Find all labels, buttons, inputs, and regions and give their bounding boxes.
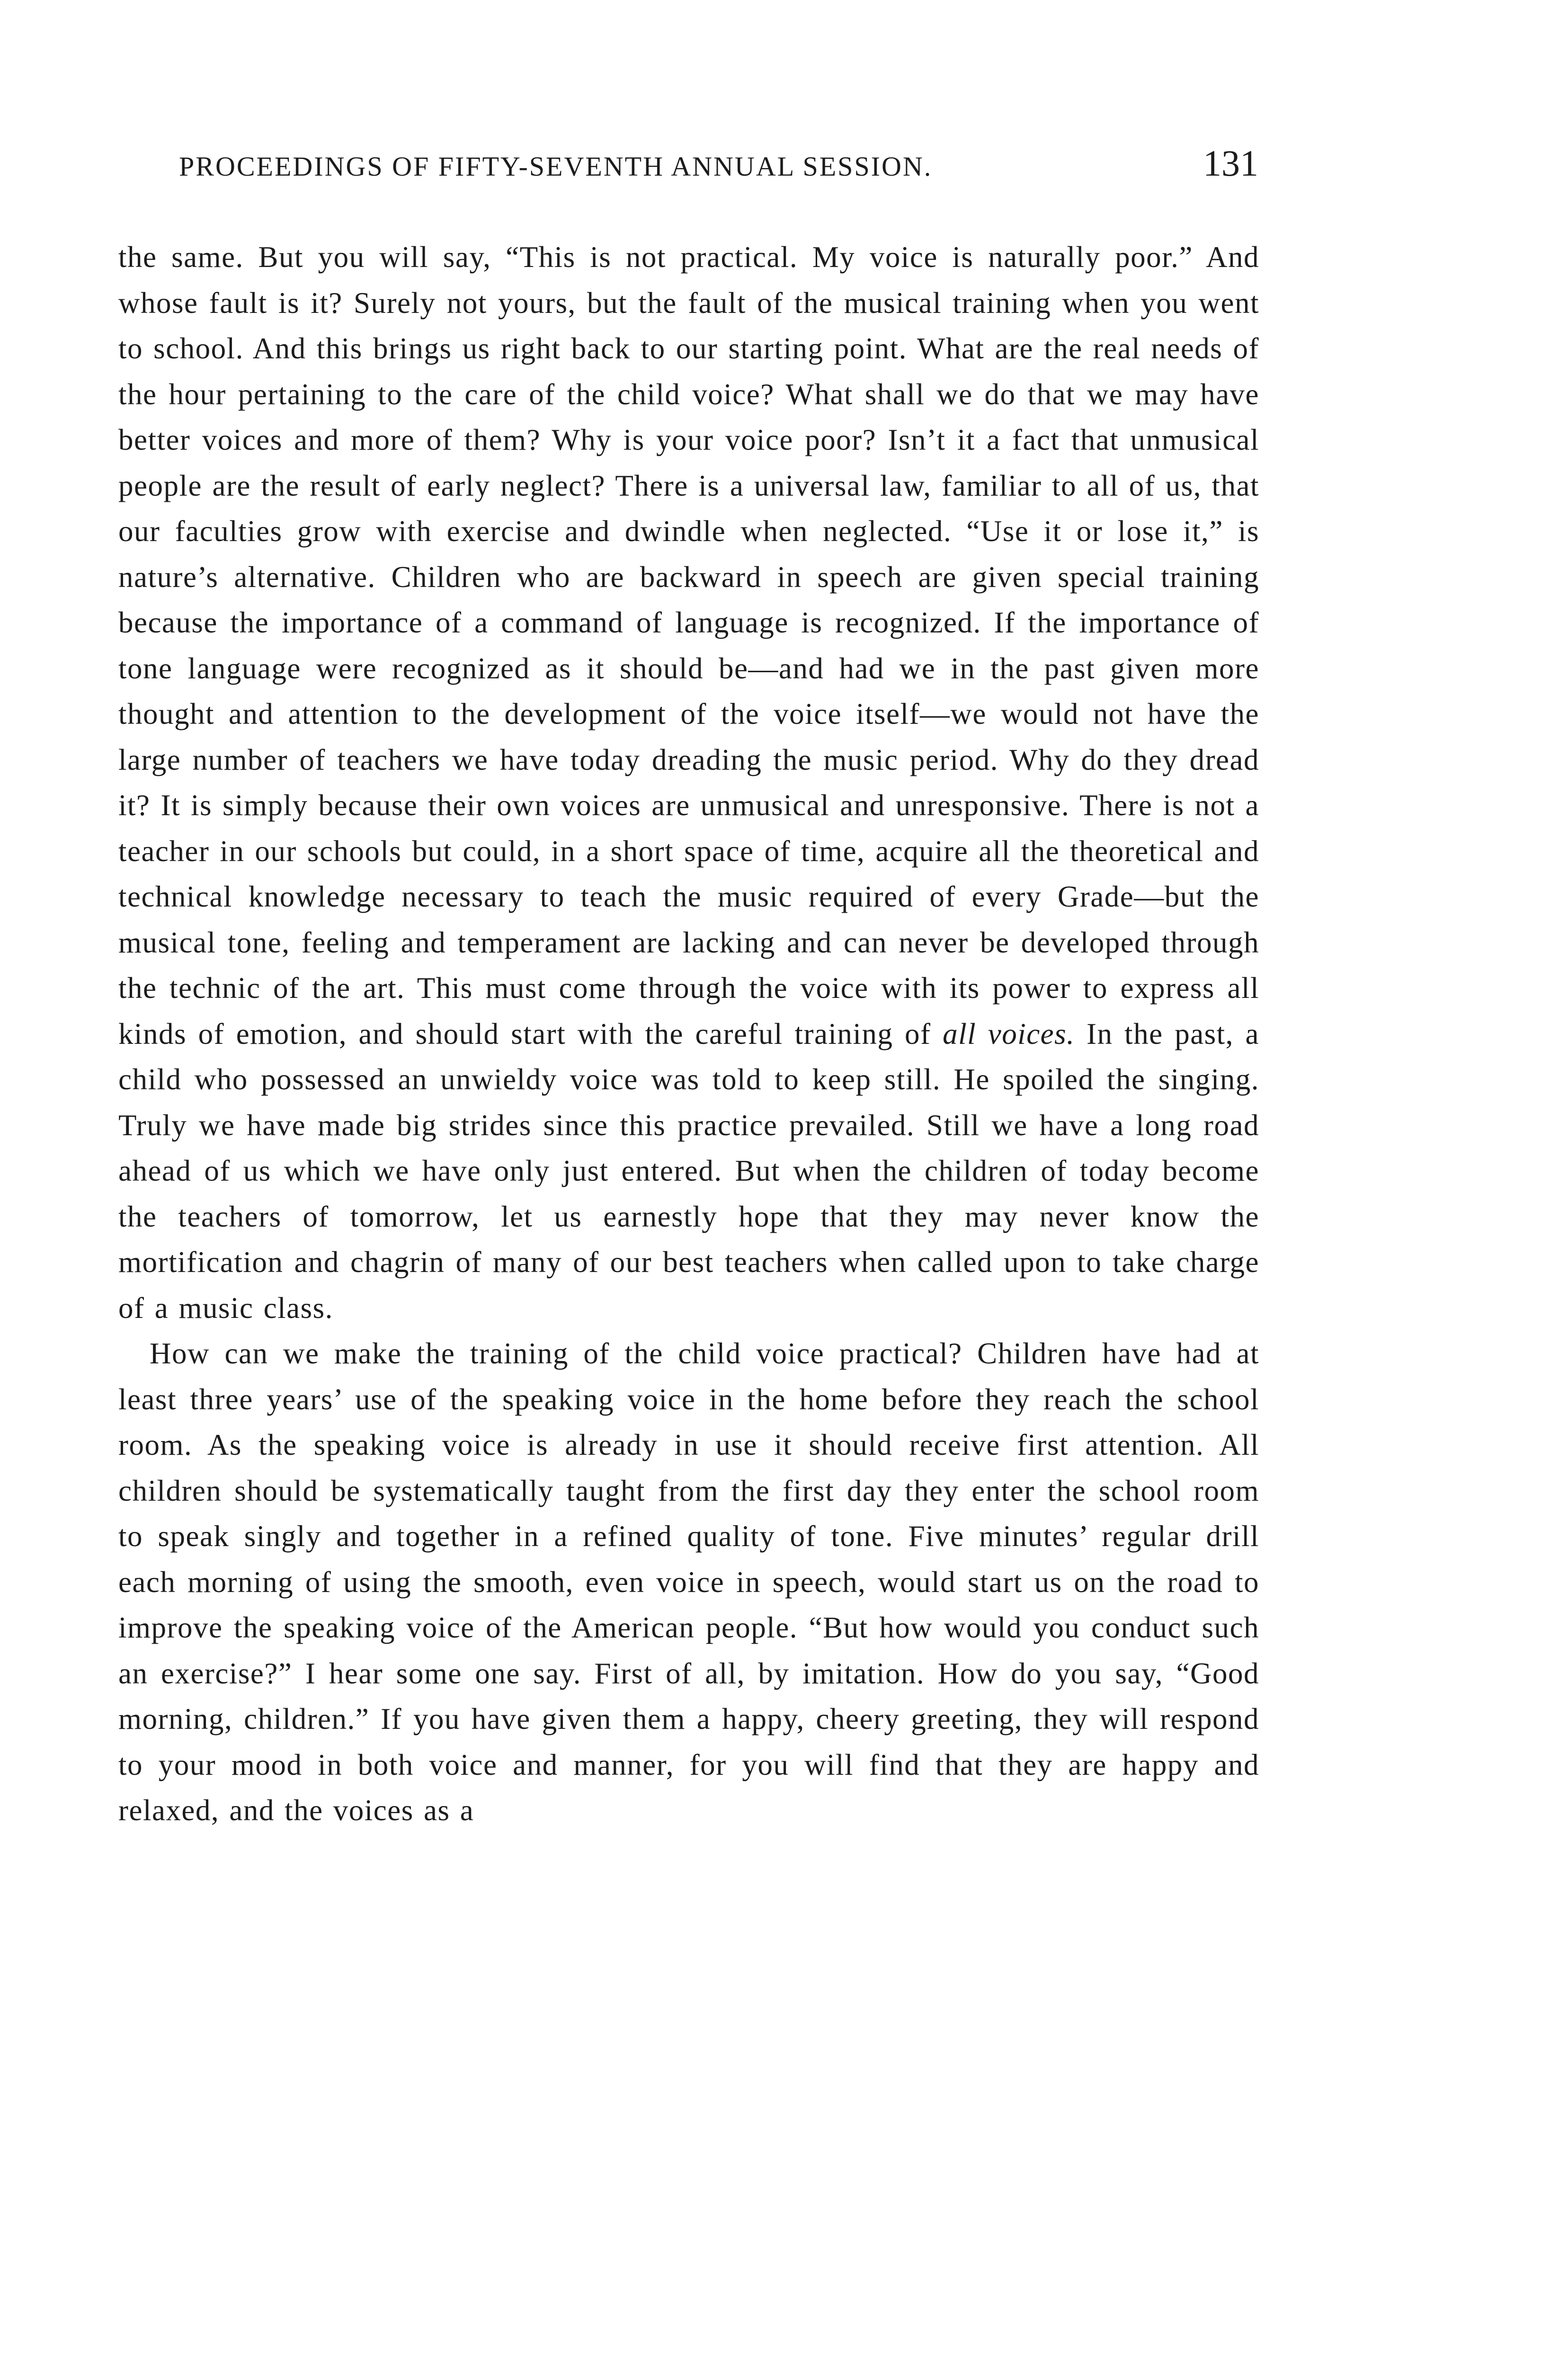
running-head: [179, 142, 1258, 194]
paragraph-1: [118, 234, 1259, 1331]
paragraph-2: How can we make the training of the child voice practical? Children have had at least three years’ use of the speaking voice in the home before they reach the school room. As the speaking voice is already in use it should receive first attention. All children should be systematically taught from the first day they enter the school room to speak singly and together in a refined quality of tone. Five minutes’ regular drill each morning of using the smooth, even voice in speech, would start us on the road to improve the speaking voice of the American people. “But how would you conduct such an exercise?” I hear some one say. First of all, by imitation. How do you say, “Good morning, children.” If you have given them a happy, cheery greeting, they will respond to your mood in both voice and manner, for you will find that they are happy and relaxed, and the voices as a: [118, 1337, 1259, 1827]
running-title: PROCEEDINGS OF FIFTY-SEVENTH ANNUAL SESSION.: [179, 151, 933, 182]
body-text: [118, 234, 1259, 1833]
paragraph-1-emphasis: all voices.: [943, 1017, 1075, 1050]
paragraph-1-text-after-emphasis: In the past, a child who possessed an unwieldy voice was told to keep still. He spoiled the singing. Truly we have made big strides since this practice prevailed. Still we have a long road ahead of us which we have only just entered. But when the children of today become the teachers of tomorrow, let us earnestly hope that they may never know the mortification and chagrin of many of our best teachers when called upon to take charge of a music class.: [118, 1017, 1260, 1325]
paragraph-1-text-before-emphasis: the same. But you will say, “This is not practical. My voice is naturally poor.” And whose fault is it? Surely not yours, but the fault of the musical training when you went to school. And this brings us right back to our starting point. What are the real needs of the hour pertaining to the care of the child voice? What shall we do that we may have better voices and more of them? Why is your voice poor? Isn’t it a fact that unmusical people are the result of early neglect? There is a universal law, familiar to all of us, that our faculties grow with exercise and dwindle when neglected. “Use it or lose it,” is nature’s alternative. Children who are backward in speech are given special training because the importance of a command of language is recognized. If the importance of tone language were recognized as it should be—and had we in the past given more thought and attention to the development of the voice itself—we would not have the large number of teachers we have today dreading the music period. Why do they dread it? It is simply because their own voices are unmusical and unresponsive. There is not a teacher in our schools but could, in a short space of time, acquire all the theoretical and technical knowledge necessary to teach the music required of every Grade—but the musical tone, feeling and temperament are lacking and can never be developed through the technic of the art. This must come through the voice with its power to express all kinds of emotion, and should start with the careful training of: [118, 240, 1259, 1050]
page-number: 131: [1203, 142, 1258, 184]
